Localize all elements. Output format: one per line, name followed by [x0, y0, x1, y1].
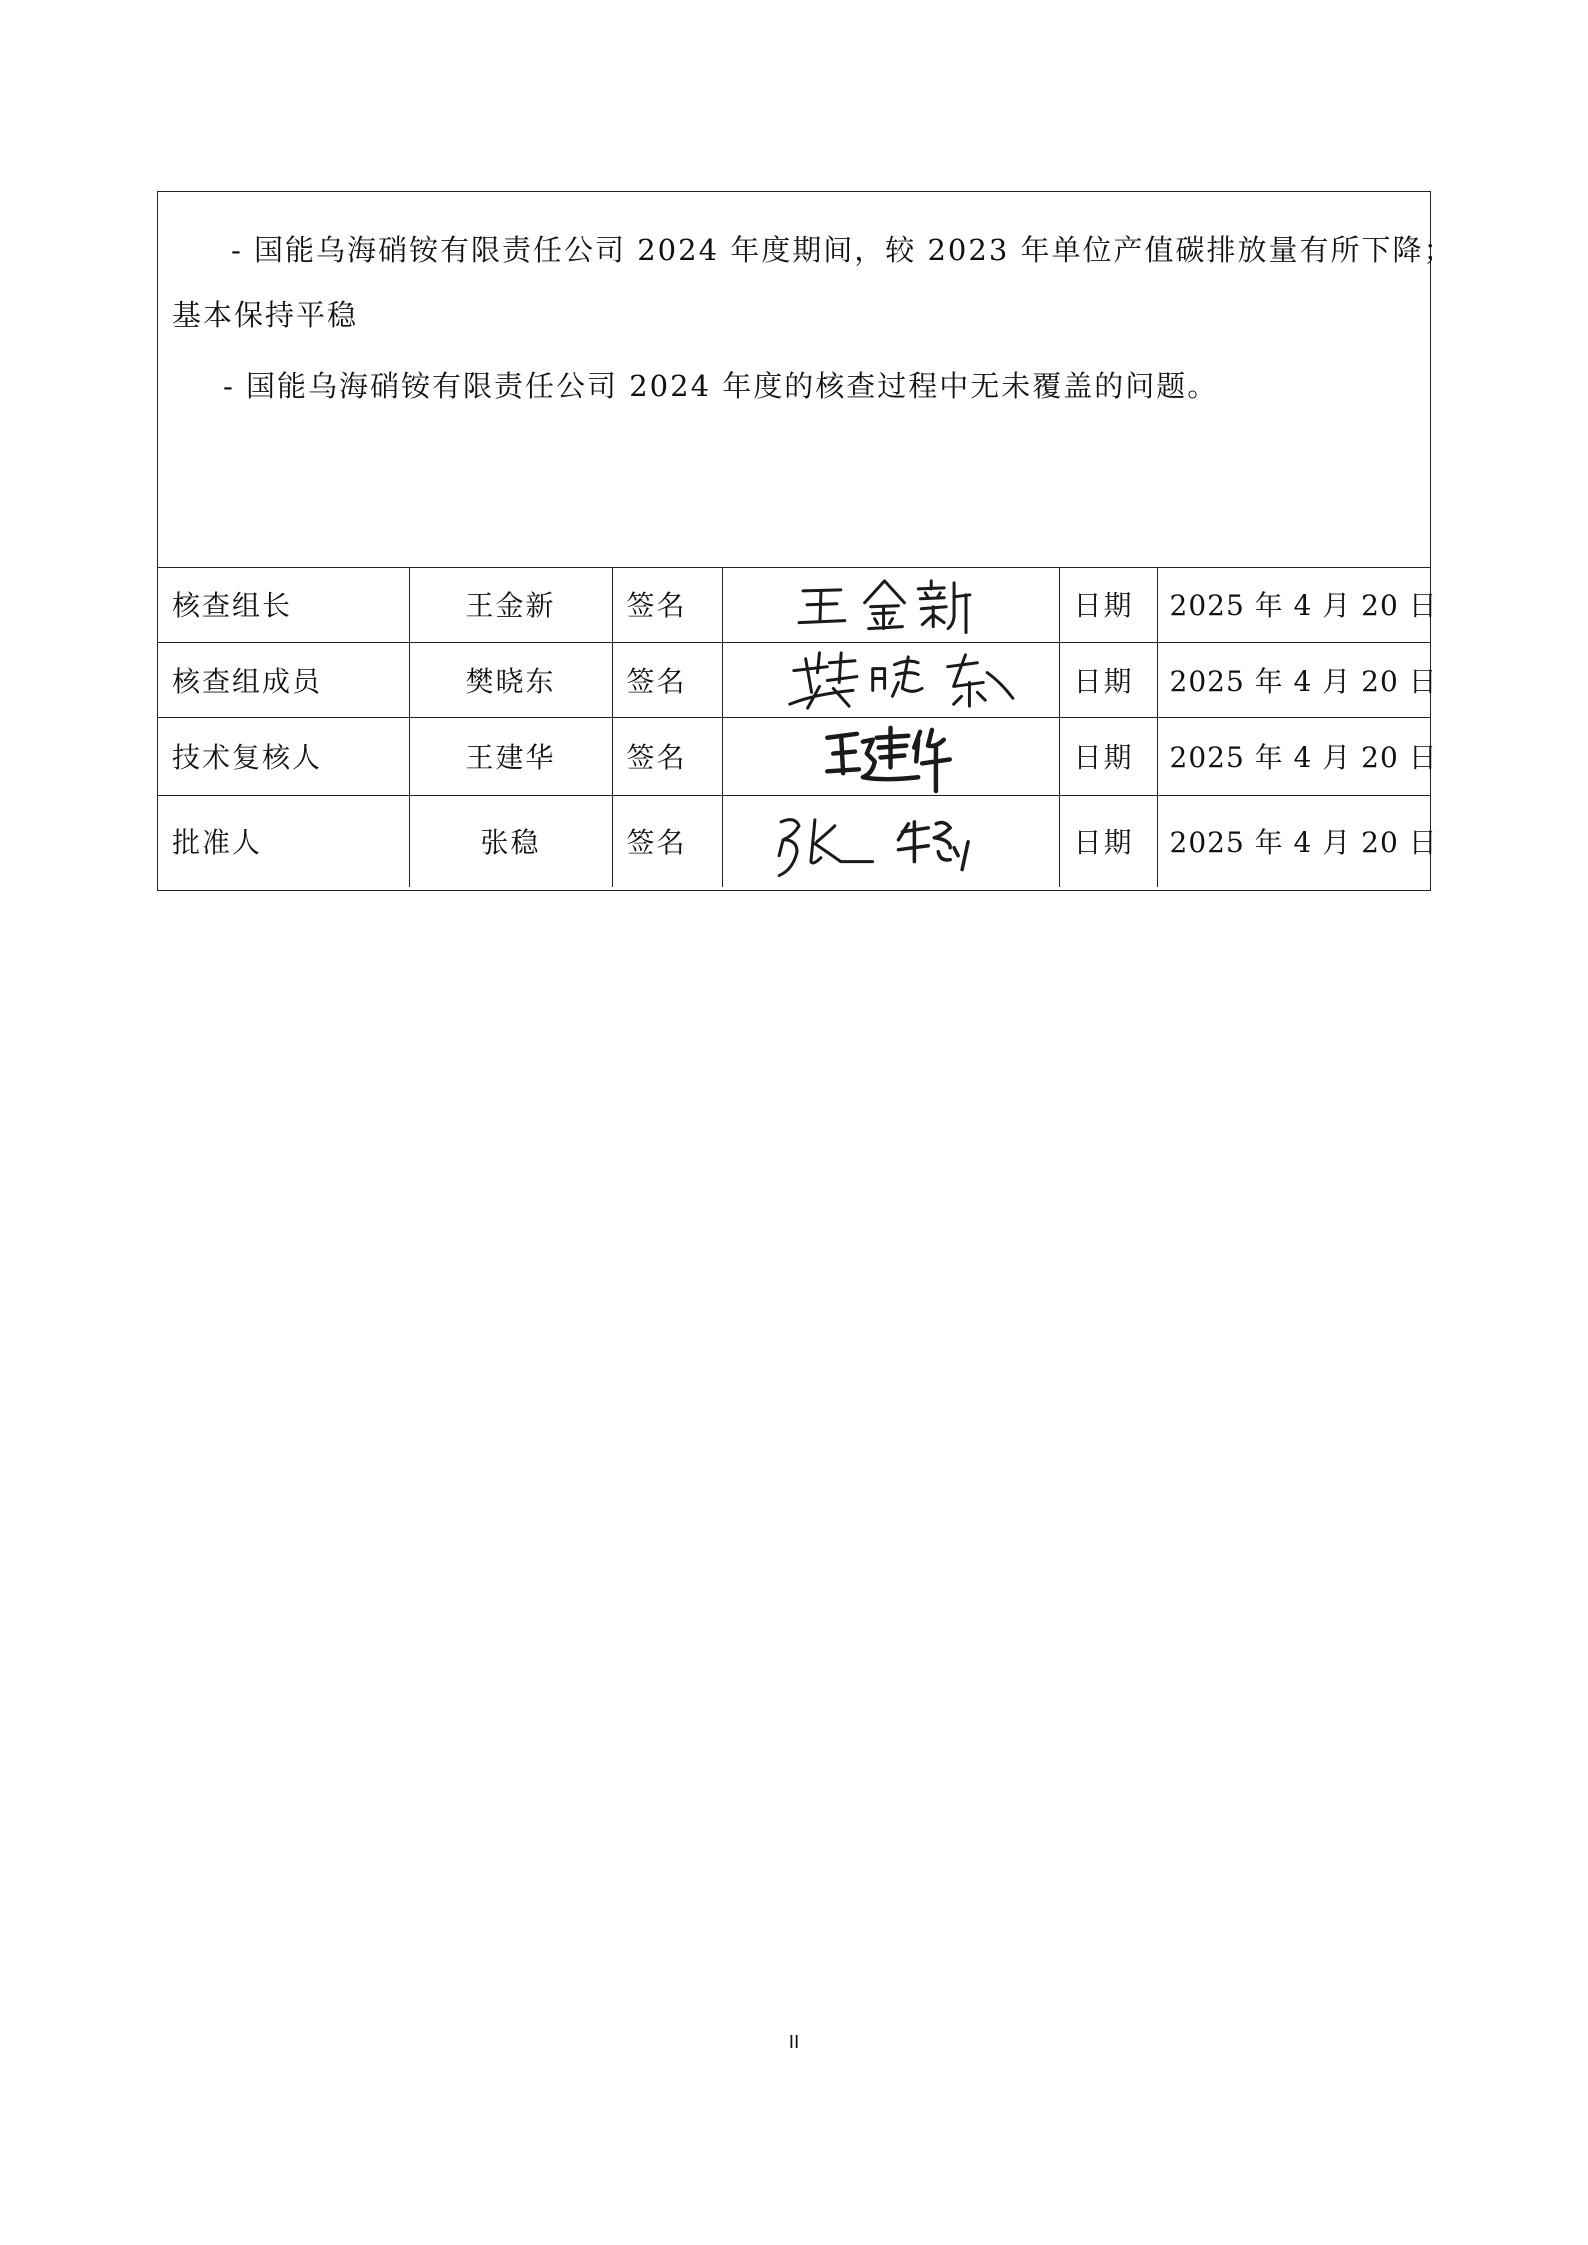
signature-wang-jianhua [722, 717, 1059, 795]
name-cell: 王建华 [409, 717, 612, 795]
sign-label-cell: 签名 [612, 642, 722, 717]
name-cell: 张稳 [409, 795, 612, 887]
sign-label-cell: 签名 [612, 795, 722, 887]
sign-label-cell: 签名 [612, 567, 722, 642]
signoff-row-approver [158, 795, 1430, 887]
role-cell: 核查组成员 [158, 642, 409, 717]
date-cell: 2025 年 4 月 20 日 [1157, 567, 1430, 642]
signoff-row-lead [158, 567, 1430, 642]
role-cell: 批准人 [158, 795, 409, 887]
role-cell: 技术复核人 [158, 717, 409, 795]
signoff-table [158, 567, 1438, 887]
date-label-cell: 日期 [1059, 567, 1157, 642]
date-label-cell: 日期 [1059, 717, 1157, 795]
page-number: II [788, 2032, 800, 2053]
role-cell: 核查组长 [158, 567, 409, 642]
date-label-cell: 日期 [1059, 642, 1157, 717]
signature-wang-jinxin [722, 567, 1059, 642]
date-cell: 2025 年 4 月 20 日 [1157, 642, 1430, 717]
report-frame [157, 191, 1455, 891]
sign-label-cell: 签名 [612, 717, 722, 795]
date-cell: 2025 年 4 月 20 日 [1157, 717, 1430, 795]
date-label-cell: 日期 [1059, 795, 1157, 887]
conclusion-line-continuation: 基本保持平稳 [172, 298, 359, 332]
conclusion-line: - 国能乌海硝铵有限责任公司 2024 年度期间，较 2023 年单位产值碳排放量有所下降； [231, 233, 1455, 267]
conclusion-section [158, 192, 1455, 568]
signature-fan-xiaodong [722, 642, 1059, 717]
name-cell: 王金新 [409, 567, 612, 642]
name-cell: 樊晓东 [409, 642, 612, 717]
conclusion-line: - 国能乌海硝铵有限责任公司 2024 年度的核查过程中无未覆盖的问题。 [223, 369, 1219, 403]
signoff-row-member [158, 642, 1430, 717]
date-cell: 2025 年 4 月 20 日 [1157, 795, 1430, 887]
signature-zhang-wen [722, 795, 1059, 887]
signoff-row-reviewer [158, 717, 1430, 795]
